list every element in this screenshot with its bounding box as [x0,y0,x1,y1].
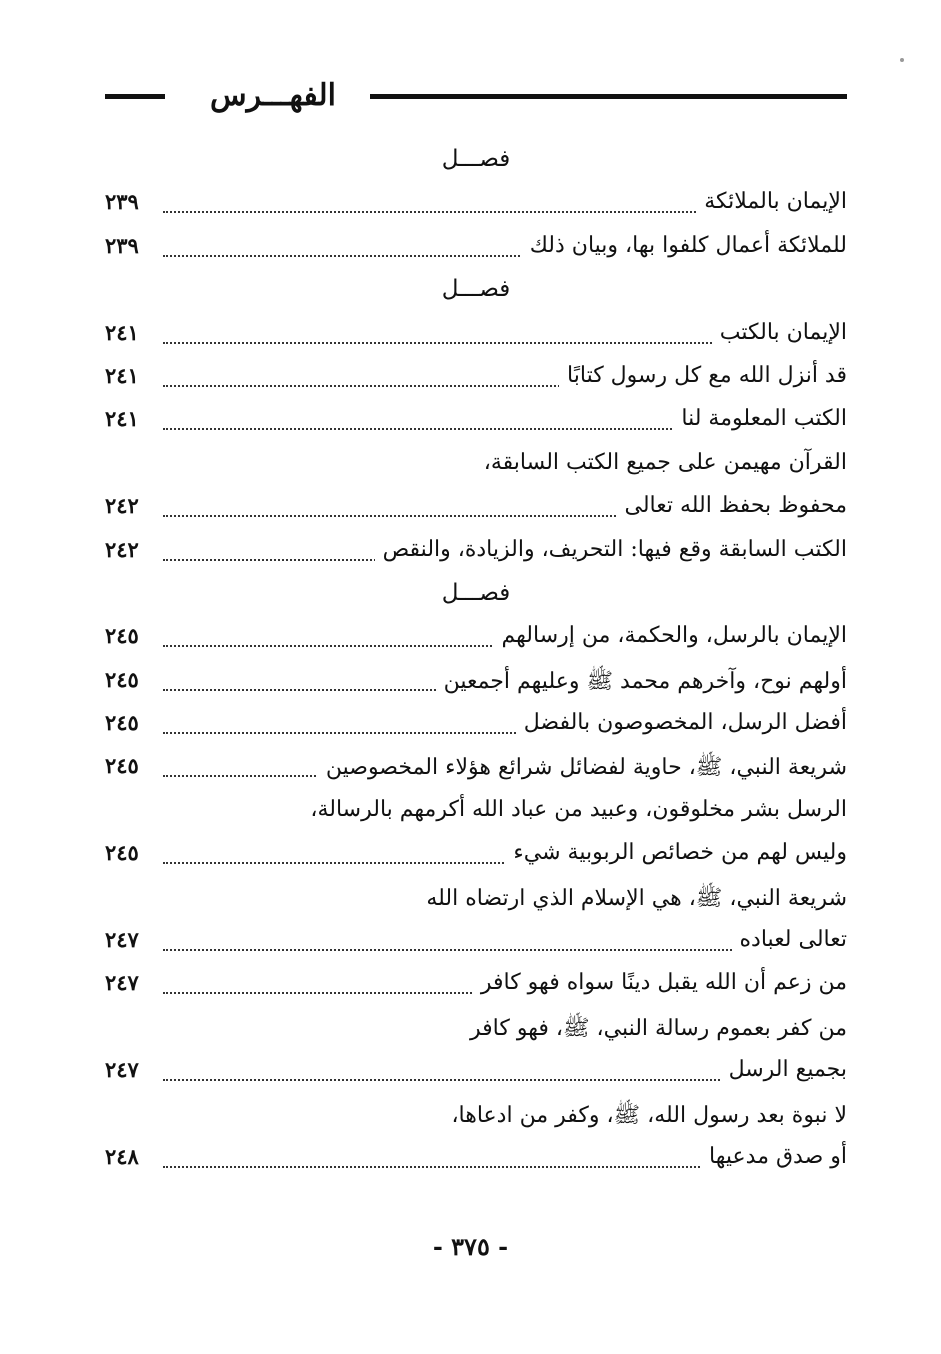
toc-entry [105,704,847,747]
entry-page-number: ٢٤٥ [105,840,161,865]
toc-entry [105,400,847,443]
toc-entry [105,661,847,704]
entry-text: الإيمان بالملائكة [696,189,847,214]
entry-page-number: ٢٤٧ [105,970,161,995]
entry-text: الكتب المعلومة لنا [673,406,847,431]
entry-page-number: ٢٤١ [105,363,161,388]
index-title: الفهـــرس [209,78,337,113]
toc-entry [105,921,847,964]
section-heading-text: فصـــل [441,146,511,172]
toc-entry [105,357,847,400]
entry-text: من زعم أن الله يقبل دينًا سواه فهو كافر [473,970,847,995]
toc-entry [105,487,847,530]
section-heading [105,140,847,183]
entry-text: محفوظ بحفظ الله تعالى [616,493,847,518]
entry-text: الرسل بشر مخلوقون، وعبيد من عباد الله أكرمهم بالرسالة، [302,797,847,822]
entry-page-number: ٢٤٢ [105,493,161,518]
entry-text: شريعة النبي، ﷺ، حاوية لفضائل شرائع هؤلاء المخصوصين [318,753,847,785]
entry-page-number: ٢٣٩ [105,233,161,258]
toc-entry [105,1138,847,1181]
entry-text: الإيمان بالرسل، والحكمة، من إرسالهم [494,623,848,648]
header-rule-left [105,94,165,99]
entry-page-number: ٢٤٢ [105,537,161,562]
entry-text: من كفر بعموم رسالة النبي، ﷺ، فهو كافر [462,1014,847,1046]
entry-text: قد أنزل الله مع كل رسول كتابًا [559,363,847,388]
scan-speck [900,58,904,62]
entry-text: للملائكة أعمال كلفوا بها، وبيان ذلك [522,233,847,258]
section-heading-text: فصـــل [441,579,511,606]
entry-page-number: ٢٤٧ [105,1057,161,1082]
toc-entry [105,617,847,660]
entry-page-number: ٢٤٧ [105,927,161,952]
entry-page-number: ٢٤١ [105,320,161,345]
entry-page-number: ٢٤٨ [105,1144,161,1169]
entry-page-number: ٢٤٥ [105,753,161,778]
toc-entry [105,314,847,357]
toc-entry [105,747,847,790]
section-heading [105,574,847,617]
toc-entry [105,834,847,877]
page-number: - ٣٧٥ - [432,1232,509,1261]
section-heading-text: فصـــل [441,276,511,303]
entry-page-number: ٢٤١ [105,406,161,431]
entry-text: لا نبوة بعد رسول الله، ﷺ، وكفر من ادعاها، [443,1101,847,1133]
entry-text: وليس لهم من خصائص الربوبية شيء [505,840,847,865]
entry-text: أفضل الرسل، المخصوصون بالفضل [516,710,847,735]
toc-entry [105,878,847,921]
toc-entry [105,1008,847,1051]
entry-page-number: ٢٤٥ [105,710,161,735]
toc-entry [105,183,847,226]
section-heading [105,270,847,313]
toc-entry [105,1051,847,1094]
entry-text: بجميع الرسل [721,1057,847,1082]
toc-entry [105,964,847,1007]
entry-text: شريعة النبي، ﷺ، هي الإسلام الذي ارتضاه الله [418,884,847,916]
entry-page-number: ٢٤٥ [105,623,161,648]
entry-text: أولهم نوح، وآخرهم محمد ﷺ وعليهم أجمعين [436,667,847,699]
entry-text: الإيمان بالكتب [712,320,847,345]
entry-text: القرآن مهيمن على جميع الكتب السابقة، [476,450,847,475]
toc-entry [105,531,847,574]
toc-entry [105,1095,847,1138]
toc-entry [105,791,847,834]
entry-text: الكتب السابقة وقع فيها: التحريف، والزيادة، والنقص [375,537,847,562]
toc-entry [105,444,847,487]
header-rule-right [370,94,847,99]
entry-text: تعالى لعباده [732,927,847,952]
toc-entry [105,227,847,270]
index-header [105,78,847,122]
entry-text: أو صدق مدعيها [701,1144,847,1169]
entry-page-number: ٢٤٥ [105,667,161,692]
table-of-contents [105,140,847,1181]
entry-page-number: ٢٣٩ [105,189,161,214]
